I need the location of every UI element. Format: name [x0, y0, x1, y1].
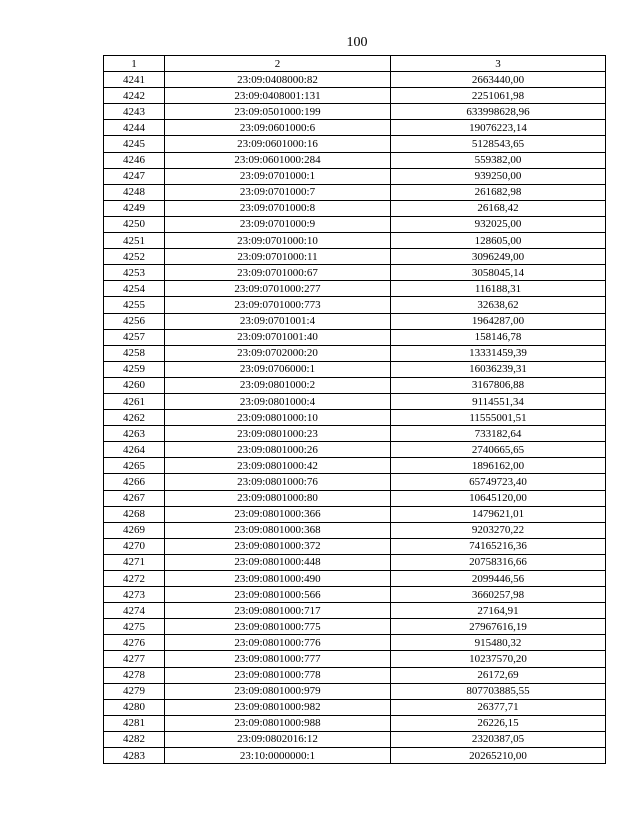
cell-cadastral-number: 23:09:0801000:988 — [165, 715, 391, 731]
cell-value: 20758316,66 — [391, 554, 606, 570]
data-table — [103, 55, 606, 764]
cell-row-number: 4278 — [104, 667, 165, 683]
cell-value: 27967616,19 — [391, 619, 606, 635]
table-row — [104, 442, 606, 458]
cell-value: 2740665,65 — [391, 442, 606, 458]
cell-value: 261682,98 — [391, 184, 606, 200]
cell-cadastral-number: 23:09:0801000:775 — [165, 619, 391, 635]
cell-cadastral-number: 23:09:0801000:979 — [165, 683, 391, 699]
cell-value: 932025,00 — [391, 216, 606, 232]
cell-row-number: 4250 — [104, 216, 165, 232]
table-row — [104, 683, 606, 699]
cell-row-number: 4268 — [104, 506, 165, 522]
cell-value: 733182,64 — [391, 426, 606, 442]
cell-value: 158146,78 — [391, 329, 606, 345]
cell-row-number: 4267 — [104, 490, 165, 506]
cell-value: 633998628,96 — [391, 104, 606, 120]
cell-cadastral-number: 23:09:0801000:778 — [165, 667, 391, 683]
cell-value: 3058045,14 — [391, 265, 606, 281]
table-row — [104, 667, 606, 683]
table-row — [104, 200, 606, 216]
cell-value: 9114551,34 — [391, 393, 606, 409]
cell-row-number: 4245 — [104, 136, 165, 152]
cell-cadastral-number: 23:09:0701000:1 — [165, 168, 391, 184]
cell-cadastral-number: 23:09:0701001:4 — [165, 313, 391, 329]
table-body — [104, 72, 606, 764]
table-row — [104, 506, 606, 522]
cell-value: 915480,32 — [391, 635, 606, 651]
cell-cadastral-number: 23:09:0801000:10 — [165, 410, 391, 426]
table-row — [104, 329, 606, 345]
table-row — [104, 361, 606, 377]
cell-value: 16036239,31 — [391, 361, 606, 377]
table-row — [104, 554, 606, 570]
table-row — [104, 265, 606, 281]
cell-value: 1479621,01 — [391, 506, 606, 522]
cell-value: 9203270,22 — [391, 522, 606, 538]
cell-cadastral-number: 23:09:0801000:372 — [165, 538, 391, 554]
table-row — [104, 249, 606, 265]
cell-value: 2251061,98 — [391, 88, 606, 104]
table-row — [104, 426, 606, 442]
cell-cadastral-number: 23:09:0801000:23 — [165, 426, 391, 442]
cell-row-number: 4264 — [104, 442, 165, 458]
cell-row-number: 4241 — [104, 72, 165, 88]
table-row — [104, 313, 606, 329]
table-row — [104, 281, 606, 297]
cell-value: 26172,69 — [391, 667, 606, 683]
page-number: 100 — [346, 35, 368, 50]
cell-cadastral-number: 23:09:0501000:199 — [165, 104, 391, 120]
cell-row-number: 4247 — [104, 168, 165, 184]
table-row — [104, 136, 606, 152]
cell-cadastral-number: 23:09:0701001:40 — [165, 329, 391, 345]
cell-row-number: 4251 — [104, 233, 165, 249]
table-row — [104, 72, 606, 88]
cell-cadastral-number: 23:09:0801000:368 — [165, 522, 391, 538]
cell-row-number: 4277 — [104, 651, 165, 667]
cell-cadastral-number: 23:09:0801000:566 — [165, 587, 391, 603]
table-row — [104, 490, 606, 506]
cell-row-number: 4261 — [104, 393, 165, 409]
cell-cadastral-number: 23:09:0802016:12 — [165, 731, 391, 747]
cell-value: 27164,91 — [391, 603, 606, 619]
cell-cadastral-number: 23:09:0801000:490 — [165, 571, 391, 587]
table-row — [104, 731, 606, 747]
cell-cadastral-number: 23:09:0801000:776 — [165, 635, 391, 651]
cell-row-number: 4271 — [104, 554, 165, 570]
cell-cadastral-number: 23:09:0801000:777 — [165, 651, 391, 667]
cell-cadastral-number: 23:09:0601000:6 — [165, 120, 391, 136]
table-row — [104, 619, 606, 635]
column-header-cadastral-number: 2 — [165, 56, 391, 72]
table-row — [104, 587, 606, 603]
cell-row-number: 4256 — [104, 313, 165, 329]
cell-cadastral-number: 23:09:0701000:8 — [165, 200, 391, 216]
cell-row-number: 4274 — [104, 603, 165, 619]
cell-row-number: 4244 — [104, 120, 165, 136]
cell-value: 116188,31 — [391, 281, 606, 297]
cell-cadastral-number: 23:09:0701000:10 — [165, 233, 391, 249]
cell-cadastral-number: 23:09:0702000:20 — [165, 345, 391, 361]
table-row — [104, 458, 606, 474]
table-row — [104, 538, 606, 554]
cell-value: 2320387,05 — [391, 731, 606, 747]
table-row — [104, 603, 606, 619]
cell-row-number: 4265 — [104, 458, 165, 474]
cell-value: 1896162,00 — [391, 458, 606, 474]
table-row — [104, 522, 606, 538]
table-row — [104, 184, 606, 200]
cell-cadastral-number: 23:09:0701000:67 — [165, 265, 391, 281]
table-row — [104, 88, 606, 104]
table-row — [104, 233, 606, 249]
cell-value: 2099446,56 — [391, 571, 606, 587]
table-row — [104, 571, 606, 587]
table-row — [104, 216, 606, 232]
cell-row-number: 4255 — [104, 297, 165, 313]
cell-value: 3660257,98 — [391, 587, 606, 603]
cell-value: 26226,15 — [391, 715, 606, 731]
cell-cadastral-number: 23:09:0801000:76 — [165, 474, 391, 490]
cell-cadastral-number: 23:09:0801000:982 — [165, 699, 391, 715]
cell-value: 939250,00 — [391, 168, 606, 184]
cell-row-number: 4273 — [104, 587, 165, 603]
cell-row-number: 4282 — [104, 731, 165, 747]
cell-cadastral-number: 23:09:0801000:366 — [165, 506, 391, 522]
cell-value: 1964287,00 — [391, 313, 606, 329]
cell-cadastral-number: 23:09:0601000:284 — [165, 152, 391, 168]
cell-row-number: 4253 — [104, 265, 165, 281]
cell-cadastral-number: 23:10:0000000:1 — [165, 748, 391, 764]
cell-value: 2663440,00 — [391, 72, 606, 88]
cell-value: 559382,00 — [391, 152, 606, 168]
cell-value: 65749723,40 — [391, 474, 606, 490]
table-row — [104, 152, 606, 168]
cell-value: 128605,00 — [391, 233, 606, 249]
cell-row-number: 4262 — [104, 410, 165, 426]
cell-row-number: 4252 — [104, 249, 165, 265]
cell-cadastral-number: 23:09:0801000:80 — [165, 490, 391, 506]
cell-cadastral-number: 23:09:0701000:773 — [165, 297, 391, 313]
cell-cadastral-number: 23:09:0801000:4 — [165, 393, 391, 409]
table-row — [104, 297, 606, 313]
table-row — [104, 120, 606, 136]
cell-value: 26168,42 — [391, 200, 606, 216]
cell-row-number: 4243 — [104, 104, 165, 120]
table-row — [104, 474, 606, 490]
cell-value: 807703885,55 — [391, 683, 606, 699]
cell-row-number: 4246 — [104, 152, 165, 168]
cell-cadastral-number: 23:09:0601000:16 — [165, 136, 391, 152]
table-row — [104, 393, 606, 409]
cell-value: 20265210,00 — [391, 748, 606, 764]
cell-value: 10237570,20 — [391, 651, 606, 667]
cell-row-number: 4242 — [104, 88, 165, 104]
cell-cadastral-number: 23:09:0701000:9 — [165, 216, 391, 232]
cell-row-number: 4266 — [104, 474, 165, 490]
cell-value: 13331459,39 — [391, 345, 606, 361]
table-row — [104, 699, 606, 715]
table-row — [104, 377, 606, 393]
cell-cadastral-number: 23:09:0408000:82 — [165, 72, 391, 88]
table-row — [104, 635, 606, 651]
cell-row-number: 4259 — [104, 361, 165, 377]
cell-value: 3096249,00 — [391, 249, 606, 265]
cell-cadastral-number: 23:09:0408001:131 — [165, 88, 391, 104]
table-row — [104, 104, 606, 120]
cell-cadastral-number: 23:09:0701000:11 — [165, 249, 391, 265]
cell-value: 26377,71 — [391, 699, 606, 715]
cell-row-number: 4275 — [104, 619, 165, 635]
table-row — [104, 410, 606, 426]
cell-cadastral-number: 23:09:0706000:1 — [165, 361, 391, 377]
cell-row-number: 4276 — [104, 635, 165, 651]
table-row — [104, 651, 606, 667]
cell-value: 11555001,51 — [391, 410, 606, 426]
cell-cadastral-number: 23:09:0801000:42 — [165, 458, 391, 474]
cell-row-number: 4248 — [104, 184, 165, 200]
cell-value: 74165216,36 — [391, 538, 606, 554]
cell-value: 5128543,65 — [391, 136, 606, 152]
cell-row-number: 4263 — [104, 426, 165, 442]
cell-value: 10645120,00 — [391, 490, 606, 506]
table-row — [104, 345, 606, 361]
cell-value: 32638,62 — [391, 297, 606, 313]
cell-row-number: 4260 — [104, 377, 165, 393]
cell-row-number: 4269 — [104, 522, 165, 538]
column-header-value: 3 — [391, 56, 606, 72]
cell-cadastral-number: 23:09:0701000:277 — [165, 281, 391, 297]
cell-row-number: 4249 — [104, 200, 165, 216]
cell-row-number: 4279 — [104, 683, 165, 699]
cell-row-number: 4283 — [104, 748, 165, 764]
cell-row-number: 4281 — [104, 715, 165, 731]
cell-cadastral-number: 23:09:0701000:7 — [165, 184, 391, 200]
cell-row-number: 4258 — [104, 345, 165, 361]
table-row — [104, 715, 606, 731]
cell-row-number: 4257 — [104, 329, 165, 345]
cell-value: 3167806,88 — [391, 377, 606, 393]
cell-cadastral-number: 23:09:0801000:717 — [165, 603, 391, 619]
cell-row-number: 4280 — [104, 699, 165, 715]
cell-row-number: 4272 — [104, 571, 165, 587]
cell-value: 19076223,14 — [391, 120, 606, 136]
cell-cadastral-number: 23:09:0801000:448 — [165, 554, 391, 570]
column-header-number: 1 — [104, 56, 165, 72]
cell-cadastral-number: 23:09:0801000:26 — [165, 442, 391, 458]
cell-row-number: 4254 — [104, 281, 165, 297]
table-row — [104, 748, 606, 764]
table-row — [104, 168, 606, 184]
cell-cadastral-number: 23:09:0801000:2 — [165, 377, 391, 393]
table-header-row — [104, 56, 606, 72]
cell-row-number: 4270 — [104, 538, 165, 554]
